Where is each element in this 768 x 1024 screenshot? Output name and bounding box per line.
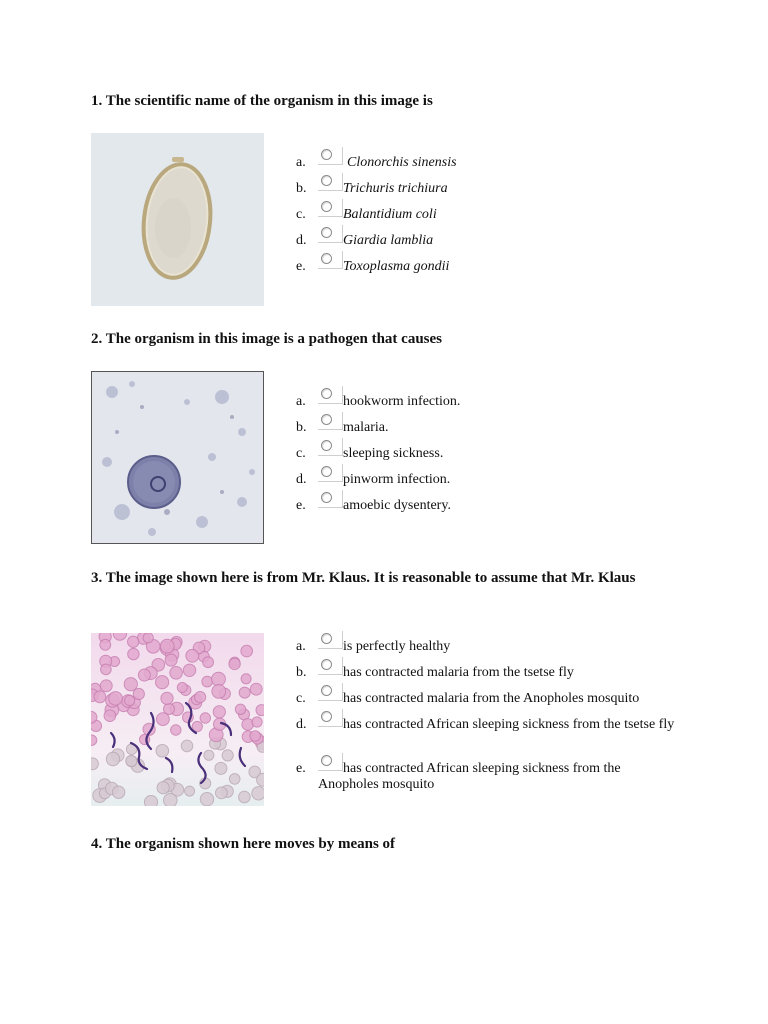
red-blood-cell [203, 657, 214, 668]
option-text: Clonorchis sinensis [347, 155, 457, 170]
option-e [296, 753, 696, 797]
radio-button[interactable] [318, 225, 343, 243]
option-c [296, 438, 696, 464]
option-text: Toxoplasma gondii [343, 259, 450, 274]
question-1-title: 1. The scientific name of the organism in this image is [91, 93, 433, 109]
red-blood-cell [165, 654, 177, 666]
option-e [296, 251, 696, 277]
red-blood-cell [204, 750, 214, 760]
cyst-micrograph [92, 372, 263, 543]
red-blood-cell [239, 687, 250, 698]
red-blood-cell [144, 796, 157, 807]
option-text: sleeping sickness. [343, 446, 444, 461]
option-letter: e. [296, 761, 306, 776]
red-blood-cell [128, 648, 139, 659]
red-blood-cell [160, 639, 174, 653]
red-blood-cell [100, 639, 111, 650]
option-text: malaria. [343, 420, 389, 435]
red-blood-cell [91, 735, 97, 745]
question-2-image [91, 371, 264, 544]
red-blood-cell [171, 725, 181, 735]
red-blood-cell [213, 706, 225, 718]
option-text: amoebic dysentery. [343, 498, 451, 513]
radio-button[interactable] [318, 464, 343, 482]
red-blood-cell [212, 685, 226, 699]
option-letter: c. [296, 207, 306, 222]
red-blood-cell [229, 774, 240, 785]
radio-button[interactable] [318, 173, 343, 191]
option-d [296, 225, 696, 251]
option-letter: b. [296, 420, 307, 435]
option-text: has contracted African sleeping sickness from the Anopholes mosquito [318, 761, 621, 792]
red-blood-cell [185, 786, 195, 796]
option-text: is perfectly healthy [343, 639, 451, 654]
option-b [296, 173, 696, 199]
option-letter: e. [296, 259, 306, 274]
radio-circle-icon[interactable] [321, 440, 332, 451]
option-letter: b. [296, 181, 307, 196]
radio-circle-icon[interactable] [321, 492, 332, 503]
red-blood-cell [91, 758, 98, 770]
radio-circle-icon[interactable] [321, 659, 332, 670]
question-1-options [296, 147, 696, 277]
red-blood-cell [94, 691, 106, 703]
red-blood-cell [128, 636, 139, 647]
red-blood-cell [229, 658, 240, 669]
radio-button[interactable] [318, 683, 343, 701]
red-blood-cell [157, 782, 169, 794]
option-letter: d. [296, 233, 307, 248]
egg-micrograph [91, 133, 264, 306]
question-3-title: 3. The image shown here is from Mr. Klaus. It is reasonable to assume that Mr. Klaus [91, 570, 636, 586]
question-2-options [296, 386, 696, 516]
red-blood-cell [256, 705, 264, 716]
red-blood-cell [241, 645, 253, 657]
red-blood-cell [138, 669, 150, 681]
option-letter: a. [296, 155, 306, 170]
option-b [296, 412, 696, 438]
radio-circle-icon[interactable] [321, 149, 332, 160]
red-blood-cell [156, 676, 169, 689]
red-blood-cell [106, 752, 119, 765]
radio-circle-icon[interactable] [321, 388, 332, 399]
question-2-title: 2. The organism in this image is a pathogen that causes [91, 331, 443, 347]
red-blood-cell [164, 794, 178, 807]
option-a [296, 631, 696, 657]
question-3-options [296, 631, 696, 797]
red-blood-cell [239, 791, 251, 803]
option-d [296, 464, 696, 490]
radio-circle-icon[interactable] [321, 466, 332, 477]
red-blood-cell [215, 762, 227, 774]
red-blood-cell [101, 664, 112, 675]
red-blood-cell [181, 740, 193, 752]
radio-circle-icon[interactable] [321, 685, 332, 696]
red-blood-cell [125, 695, 135, 705]
red-blood-cell [235, 704, 245, 714]
red-blood-cell [216, 787, 228, 799]
question-1-image [91, 133, 264, 306]
red-blood-cell [126, 755, 137, 766]
radio-circle-icon[interactable] [321, 201, 332, 212]
red-blood-cell [112, 786, 124, 798]
red-blood-cell [200, 793, 213, 806]
option-letter: c. [296, 446, 306, 461]
radio-button[interactable] [318, 251, 343, 269]
option-c [296, 683, 696, 709]
option-letter: c. [296, 691, 306, 706]
question-3-image [91, 633, 264, 806]
red-blood-cell [177, 683, 187, 693]
blood-smear-micrograph [91, 633, 264, 806]
red-blood-cell [252, 787, 264, 800]
red-blood-cell [133, 688, 144, 699]
radio-button[interactable] [318, 657, 343, 675]
red-blood-cell [222, 750, 233, 761]
red-blood-cell [212, 672, 226, 686]
red-blood-cell [183, 664, 195, 676]
red-blood-cell [124, 678, 137, 691]
red-blood-cell [250, 683, 262, 695]
option-letter: d. [296, 472, 307, 487]
radio-button[interactable] [318, 412, 343, 430]
red-blood-cell [186, 649, 199, 662]
radio-circle-icon[interactable] [321, 227, 332, 238]
radio-button[interactable] [318, 631, 343, 649]
option-c [296, 199, 696, 225]
red-blood-cell [100, 680, 112, 692]
radio-circle-icon[interactable] [321, 414, 332, 425]
option-letter: e. [296, 498, 306, 513]
red-blood-cell [250, 731, 261, 742]
option-text: Trichuris trichiura [343, 181, 448, 196]
option-text: hookworm infection. [343, 394, 461, 409]
option-text: pinworm infection. [343, 472, 451, 487]
red-blood-cell [156, 745, 169, 758]
red-blood-cell [252, 717, 262, 727]
option-letter: a. [296, 639, 306, 654]
red-blood-cell [200, 713, 210, 723]
option-d [296, 709, 696, 753]
red-blood-cell [195, 692, 206, 703]
red-blood-cell [202, 676, 213, 687]
option-a [296, 386, 696, 412]
option-text: Balantidium coli [343, 207, 437, 222]
radio-button[interactable] [318, 199, 343, 217]
radio-button[interactable] [318, 490, 343, 508]
option-text: has contracted malaria from the tsetse fly [343, 665, 574, 680]
red-blood-cell [241, 674, 251, 684]
option-text: has contracted malaria from the Anopholes mosquito [343, 691, 640, 706]
option-b [296, 657, 696, 683]
red-blood-cell [143, 633, 153, 643]
option-text: has contracted African sleeping sickness from the tsetse fly [343, 717, 675, 732]
red-blood-cell [157, 713, 170, 726]
question-4-title: 4. The organism shown here moves by means of [91, 836, 396, 852]
radio-button[interactable] [318, 386, 343, 404]
option-letter: d. [296, 717, 307, 732]
radio-button[interactable] [318, 438, 343, 456]
red-blood-cell [104, 710, 116, 722]
radio-circle-icon[interactable] [321, 633, 332, 644]
option-text: Giardia lamblia [343, 233, 434, 248]
red-blood-cell [170, 667, 183, 680]
option-a [296, 147, 696, 173]
option-e [296, 490, 696, 516]
red-blood-cell [161, 692, 173, 704]
option-letter: a. [296, 394, 306, 409]
radio-button[interactable] [318, 147, 343, 165]
radio-circle-icon[interactable] [321, 253, 332, 264]
option-letter: b. [296, 665, 307, 680]
radio-circle-icon[interactable] [321, 175, 332, 186]
red-blood-cell [109, 692, 123, 706]
